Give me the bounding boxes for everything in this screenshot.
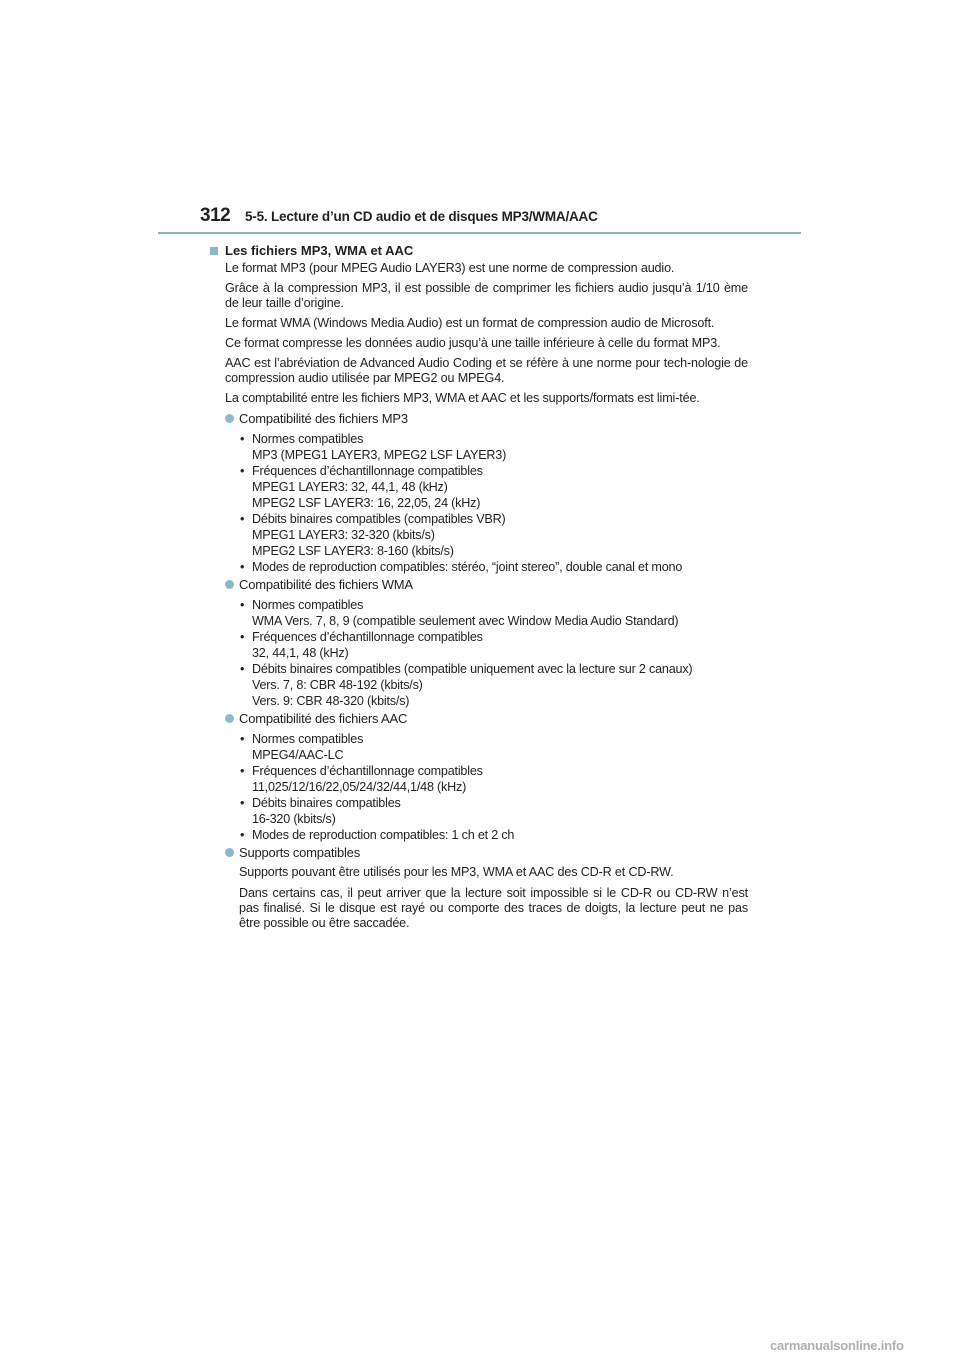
supported-media-heading [225,845,748,860]
aac-compat-title: Compatibilité des fichiers AAC [239,711,408,726]
item-line: 11,025/12/16/22,05/24/32/44,1/48 (kHz) [252,780,467,794]
list-item [240,597,748,629]
item-line: Fréquences d’échantillonnage compatibles [252,764,483,778]
dot-bullet-icon: • [240,512,245,526]
wma-compat-list [240,597,748,709]
dot-bullet-icon: • [240,732,245,746]
item-line: MPEG2 LSF LAYER3: 8-160 (kbits/s) [252,544,454,558]
paragraph: Supports pouvant être utilisés pour les MP3, WMA et AAC des CD-R et CD-RW. [239,865,674,879]
paragraph: Dans certains cas, il peut arriver que la lecture soit impossible si le CD-R ou CD-RW n’est pas finalisé. Si le disque est rayé ou comporte des traces de doigts, la lecture peut ne pas être possible ou être saccadée. [239,886,748,930]
list-item [240,463,748,511]
mp3-compat-title: Compatibilité des fichiers MP3 [239,411,408,426]
item-line: Fréquences d’échantillonnage compatibles [252,630,483,644]
item-line: Débits binaires compatibles [252,796,401,810]
square-bullet-icon [210,247,218,255]
dot-bullet-icon: • [240,464,245,478]
list-item [240,827,748,843]
item-line: MPEG1 LAYER3: 32, 44,1, 48 (kHz) [252,480,448,494]
mp3-compat-heading [225,411,748,426]
paragraph: Le format WMA (Windows Media Audio) est un format de compression audio de Microsoft. [225,316,715,330]
paragraph: Le format MP3 (pour MPEG Audio LAYER3) est une norme de compression audio. [225,261,675,275]
dot-bullet-icon: • [240,662,245,676]
aac-compat-heading [225,711,748,726]
dot-bullet-icon: • [240,598,245,612]
paragraph: La comptabilité entre les fichiers MP3, WMA et AAC et les supports/formats est limi-tée. [225,391,700,405]
dot-bullet-icon: • [240,630,245,644]
wma-compat-title: Compatibilité des fichiers WMA [239,577,413,592]
supported-media-title: Supports compatibles [239,845,361,860]
list-item [240,763,748,795]
dot-bullet-icon: • [240,764,245,778]
item-line: MPEG1 LAYER3: 32-320 (kbits/s) [252,528,435,542]
item-line: 16-320 (kbits/s) [252,812,336,826]
circle-bullet-icon [225,580,234,589]
item-line: Normes compatibles [252,432,364,446]
paragraph: Grâce à la compression MP3, il est possible de comprimer les fichiers audio jusqu’à 1/10 ème de leur taille d’origine. [225,281,748,310]
list-item [240,511,748,559]
dot-bullet-icon: • [240,560,245,574]
circle-bullet-icon [225,714,234,723]
list-item [240,559,748,575]
paragraph: Ce format compresse les données audio jusqu’à une taille inférieure à celle du format MP3. [225,336,721,350]
dot-bullet-icon: • [240,828,245,842]
item-line: Vers. 7, 8: CBR 48-192 (kbits/s) [252,678,423,692]
page-header [0,0,960,240]
aac-compat-list [240,731,748,843]
item-line: Fréquences d’échantillonnage compatibles [252,464,483,478]
header-divider [158,232,801,234]
circle-bullet-icon [225,414,234,423]
item-line: WMA Vers. 7, 8, 9 (compatible seulement avec Window Media Audio Standard) [252,614,679,628]
watermark: carmanualsonline.info [770,1338,904,1353]
item-line: MP3 (MPEG1 LAYER3, MPEG2 LSF LAYER3) [252,448,507,462]
list-item [240,629,748,661]
main-content [210,243,748,937]
list-item [240,731,748,763]
list-item [240,795,748,827]
wma-compat-heading [225,577,748,592]
list-item [240,661,748,709]
item-line: 32, 44,1, 48 (kHz) [252,646,349,660]
item-line: Débits binaires compatibles (compatibles VBR) [252,512,506,526]
circle-bullet-icon [225,848,234,857]
list-item [240,431,748,463]
dot-bullet-icon: • [240,432,245,446]
dot-bullet-icon: • [240,796,245,810]
item-line: Modes de reproduction compatibles: stéréo, “joint stereo”, double canal et mono [252,560,683,574]
mp3-compat-list [240,431,748,575]
paragraph: AAC est l’abréviation de Advanced Audio Coding et se réfère à une norme pour tech-nologie de compression audio utilisée par MPEG2 ou MPEG4. [225,356,748,385]
item-line: Débits binaires compatibles (compatible uniquement avec la lecture sur 2 canaux) [252,662,693,676]
item-line: Vers. 9: CBR 48-320 (kbits/s) [252,694,410,708]
subsection-heading-text: Les fichiers MP3, WMA et AAC [225,243,414,258]
page-number: 312 [200,205,231,226]
subsection-heading [210,243,748,258]
item-line: Normes compatibles [252,732,364,746]
item-line: MPEG4/AAC-LC [252,748,344,762]
item-line: Modes de reproduction compatibles: 1 ch et 2 ch [252,828,515,842]
item-line: MPEG2 LSF LAYER3: 16, 22,05, 24 (kHz) [252,496,481,510]
section-title: 5-5. Lecture d’un CD audio et de disques MP3/WMA/AAC [245,209,598,224]
item-line: Normes compatibles [252,598,364,612]
